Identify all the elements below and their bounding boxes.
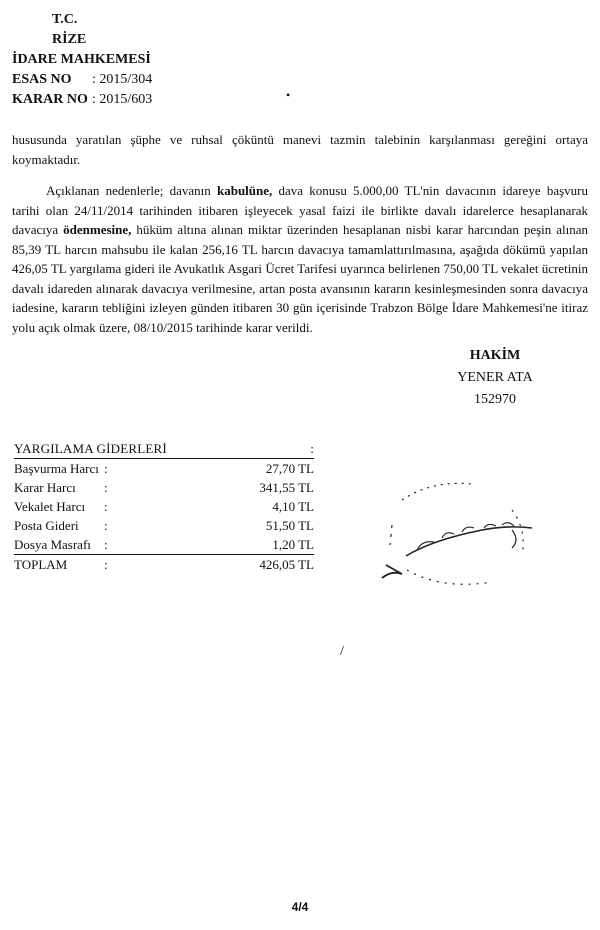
expense-value: 4,10 TL — [272, 499, 314, 514]
esas-no-line — [12, 70, 152, 90]
karar-no-label: KARAR NO — [12, 92, 88, 107]
paragraph-2 — [12, 181, 588, 337]
esas-no-label: ESAS NO — [12, 72, 72, 87]
judge-number: 152970 — [474, 392, 516, 407]
expense-name: Karar Harcı — [14, 480, 76, 495]
table-row — [14, 535, 314, 555]
decision-text — [12, 130, 588, 337]
total-row — [14, 555, 314, 574]
stray-mark: • — [286, 88, 291, 102]
total-value: 426,05 TL — [259, 557, 314, 572]
paragraph-2-kabulune: kabulüne, — [216, 183, 273, 198]
header-court: İDARE MAHKEMESİ — [12, 52, 151, 67]
total-colon: : — [104, 557, 108, 572]
esas-no-value: : 2015/304 — [92, 72, 153, 87]
expense-name: Vekalet Harcı — [14, 499, 86, 514]
judge-signature-block — [430, 345, 560, 411]
expense-name: Başvurma Harcı — [14, 461, 99, 476]
stray-mark: / — [340, 644, 344, 659]
paragraph-2-part-a: Açıklanan nedenlerle; davanın — [46, 183, 217, 198]
judge-title: HAKİM — [469, 348, 521, 363]
paragraph-2-odenmesine: ödenmesine, — [63, 222, 132, 237]
total-label: TOPLAM — [14, 557, 68, 572]
table-row — [14, 459, 314, 478]
court-seal-stamp — [362, 470, 562, 600]
expense-colon: : — [104, 537, 108, 552]
header-city: RİZE — [52, 32, 87, 47]
paragraph-2-part-c: dava konusu 5.000,00 TL'nin davacının idareye başvuru tarihi olan 24/11/2014 tarihinden itibaren işleyecek yasal faizi ile birlikte davalı idarelerce hesaplanarak davacıya — [12, 183, 588, 237]
expenses-heading: YARGILAMA GİDERLERİ — [14, 441, 167, 456]
karar-no-line — [12, 90, 152, 110]
expense-value: 51,50 TL — [265, 518, 314, 533]
expense-colon: : — [104, 499, 108, 514]
table-row — [14, 516, 314, 535]
expense-name: Dosya Masrafı — [14, 537, 91, 552]
paragraph-1: hususunda yaratılan şüphe ve ruhsal çöküntü manevi tazmin talebinin karşılanması gereğini ortaya koymaktadır. — [12, 132, 588, 167]
expense-colon: : — [104, 480, 108, 495]
table-row — [14, 497, 314, 516]
expenses-heading-colon: : — [310, 441, 314, 456]
table-row — [14, 478, 314, 497]
header-tc: T.C. — [52, 12, 78, 27]
expense-value: 1,20 TL — [272, 537, 314, 552]
expense-value: 341,55 TL — [259, 480, 314, 495]
expense-value: 27,70 TL — [265, 461, 314, 476]
judge-name: YENER ATA — [457, 370, 533, 385]
expense-name: Posta Gideri — [14, 518, 79, 533]
expense-colon: : — [104, 518, 108, 533]
karar-no-value: : 2015/603 — [92, 92, 153, 107]
document-header — [12, 10, 152, 110]
expense-colon: : — [104, 461, 108, 476]
page-number: 4/4 — [291, 900, 309, 914]
expenses-table — [14, 440, 314, 574]
expenses-heading-row — [14, 440, 314, 459]
paragraph-2-part-e: hüküm altına alınan miktar üzerinden hesaplanan nisbi karar harcından peşin alınan 85,39 TL harcın mahsubu ile kalan 256,16 TL harcın davacıya tamamlattırılmasına, aşağıda dökümü yapılan 426,05 TL yargılama gideri ile Avukatlık Asgari Ücret Tarifesi uyarınca belirlenen 750,00 TL vekalet ücretinin davalı idareden alınarak davacıya verilmesine, artan posta avansının kararın kesinleşmesinden sonra davacıya iadesine, kararın tebliğini izleyen günden itibaren 30 gün içerisinde Trabzon Bölge İdare Mahkemesi'ne itiraz yolu açık olmak üzere, 08/10/2015 tarihinde karar verildi. — [12, 222, 589, 335]
